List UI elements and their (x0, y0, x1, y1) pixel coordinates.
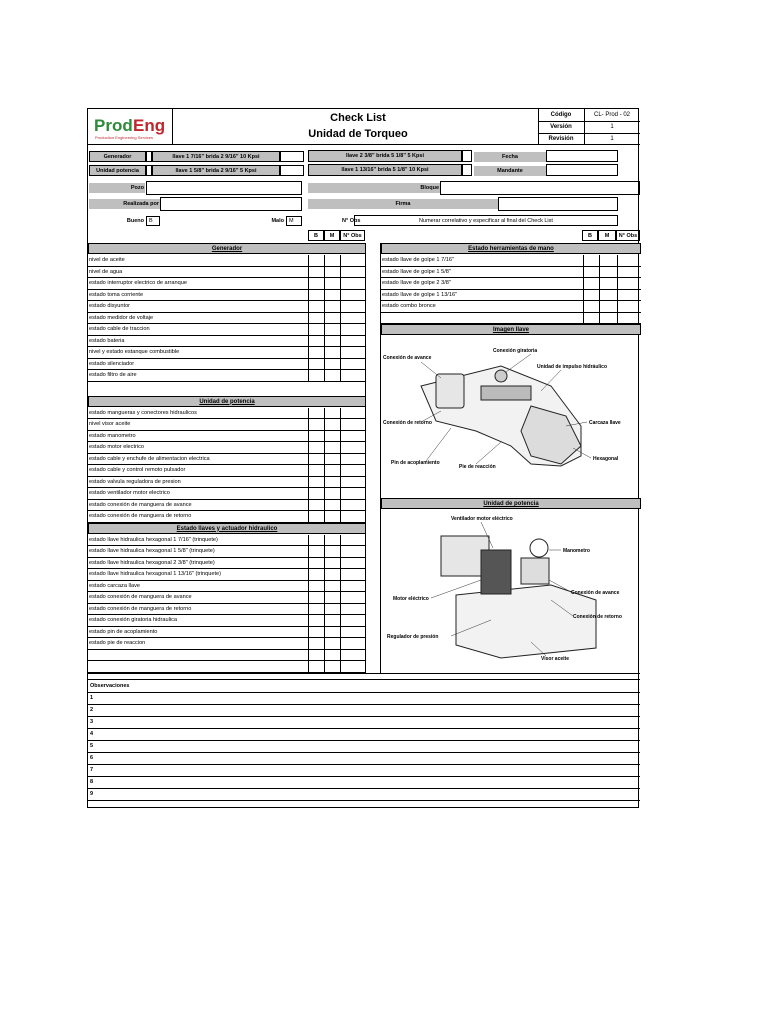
llaves-cell-b[interactable] (308, 535, 324, 546)
llaves-row (88, 592, 366, 604)
herramientas-cell-m[interactable] (599, 290, 617, 301)
generador-row (88, 359, 366, 371)
generador-row (88, 313, 366, 325)
generador-cell-b[interactable] (308, 347, 324, 358)
observacion-row[interactable]: 5 (88, 741, 640, 753)
llaves-cell-nobs[interactable] (340, 650, 366, 661)
unidad-cell-m[interactable] (324, 408, 340, 419)
generador-row (88, 324, 366, 336)
electric-motor (481, 550, 511, 594)
unidad-cell-b[interactable] (308, 511, 324, 522)
revision-value: 1 (610, 136, 614, 142)
herramientas-row (381, 267, 641, 279)
bueno-value: B (146, 216, 160, 226)
pozo-input[interactable] (146, 181, 302, 195)
llaves-cell-b[interactable] (308, 627, 324, 638)
llaves-cell-nobs[interactable] (340, 627, 366, 638)
llaves-row (88, 627, 366, 639)
unidad-cell-nobs[interactable] (340, 442, 366, 453)
llaves-cell-m[interactable] (324, 592, 340, 603)
generador-cell-b[interactable] (308, 359, 324, 370)
unidad-item-label: estado mangueras y conectores hidraulicos (89, 409, 197, 416)
firma-label: Firma (308, 199, 498, 209)
llaves-cell-nobs[interactable] (340, 615, 366, 626)
generador-cell-b[interactable] (308, 370, 324, 381)
llaves-cell-b[interactable] (308, 546, 324, 557)
wrench-diagram (381, 336, 641, 494)
unidad-row (88, 465, 366, 477)
codigo-label: Código (550, 112, 572, 118)
version-label: Versión (550, 124, 572, 130)
llaves-cell-nobs[interactable] (340, 604, 366, 615)
llaves-cell-m[interactable] (324, 558, 340, 569)
generador-cell-nobs[interactable] (340, 359, 366, 370)
label-unidad-impulso: Unidad de impulso hidráulico (537, 364, 608, 370)
llaves-row (88, 638, 366, 650)
unidad-row (88, 488, 366, 500)
generador-item-label: estado cable de traccion (89, 326, 150, 332)
unidad-item-label: estado valvula reguladora de presion (89, 478, 181, 485)
observacion-row[interactable]: 3 (88, 717, 640, 729)
generador-cell-nobs[interactable] (340, 336, 366, 347)
generador-row (88, 336, 366, 348)
llaves-item-label: estado llave hidraulica hexagonal 1 5/8" (trinquete) (89, 548, 215, 554)
generador-cell-b[interactable] (308, 313, 324, 324)
observacion-row[interactable]: 6 (88, 753, 640, 765)
generador-row (88, 255, 366, 267)
llaves-cell-m[interactable] (324, 546, 340, 557)
llaves-cell-nobs[interactable] (340, 661, 366, 672)
llaves-cell-b[interactable] (308, 569, 324, 580)
unidad-item-label: estado cable y control remoto pulsador (89, 467, 186, 473)
unidad-cell-b[interactable] (308, 442, 324, 453)
manometer-gauge (530, 539, 548, 557)
unidad-item-label: estado conexión de manguera de avance (89, 501, 192, 508)
llaves-row (88, 604, 366, 616)
unidad-cell-b[interactable] (308, 465, 324, 476)
section-unidad-potencia-imagen: Unidad de potencia (381, 498, 641, 509)
label-manometro: Manometro (563, 548, 590, 554)
herramientas-cell-b[interactable] (583, 290, 599, 301)
unidad-cell-nobs[interactable] (340, 408, 366, 419)
unidad-row (88, 408, 366, 420)
col-nobs-left: N° Obs (340, 230, 365, 241)
unidad-item-label: estado conexión de manguera de retorno (89, 513, 192, 519)
generador-cell-nobs[interactable] (340, 255, 366, 266)
llaves-item-label: estado llave hidraulica hexagonal 1 13/16" (trinquete) (89, 571, 221, 577)
label-visor: Visor aceite (541, 656, 569, 662)
bloque-label: Bloque (308, 183, 440, 193)
herramientas-row (381, 313, 641, 325)
svg-text:Prod: Prod (94, 116, 133, 135)
llaves-item-label: estado llave hidraulica hexagonal 1 7/16" (trinquete) (89, 536, 218, 543)
generador-row (88, 290, 366, 302)
herramientas-row (381, 255, 641, 267)
section-unidad-potencia: Unidad de potencia (88, 396, 366, 407)
generador-item-label: nivel de agua (89, 268, 123, 275)
herramientas-item-label: estado llave de golpe 1 5/8" (382, 268, 451, 275)
fecha-input[interactable] (546, 150, 618, 162)
unidad-cell-nobs[interactable] (340, 454, 366, 465)
unidad-item-label: estado ventilador motor electrico (89, 490, 170, 496)
unidad-row (88, 454, 366, 466)
llave4-check[interactable] (462, 164, 472, 176)
unidad-cell-m[interactable] (324, 442, 340, 453)
unidad-cell-m[interactable] (324, 511, 340, 522)
unidad-item-label: estado cable y enchufe de alimentacion electrica (89, 455, 210, 462)
unidad-cell-nobs[interactable] (340, 511, 366, 522)
herramientas-cell-nobs[interactable] (617, 301, 641, 312)
observacion-row[interactable]: 4 (88, 729, 640, 741)
prodeng-logo (92, 113, 170, 145)
col-b-right: B (582, 230, 598, 241)
herramientas-cell-b[interactable] (583, 301, 599, 312)
mandante-label: Mandante (474, 166, 546, 176)
llaves-cell-nobs[interactable] (340, 581, 366, 592)
llaves-row (88, 615, 366, 627)
generador-cell-m[interactable] (324, 290, 340, 301)
unidad-row (88, 477, 366, 489)
generador-item-label: estado interruptor electrico de arranque (89, 280, 187, 286)
llaves-item-label: estado carcaza llave (89, 582, 140, 589)
realizada-por-input[interactable] (160, 197, 302, 211)
observacion-row[interactable]: 8 (88, 777, 640, 789)
label-carcaza-llave: Carcaza llave (589, 420, 621, 426)
generador-item-label: estado medidor de voltaje (89, 314, 154, 321)
llaves-item-label: estado pie de reaccion (89, 640, 146, 646)
llaves-row (88, 569, 366, 581)
llaves-item-label: estado llave hidraulica hexagonal 2 3/8" (trinquete) (89, 559, 215, 566)
llave3-label: llave 2 3/8" brida 5 1/8" 5 Kpsi (308, 150, 462, 162)
section-llaves: Estado llaves y actuador hidraulico (88, 523, 366, 534)
generador-cell-nobs[interactable] (340, 347, 366, 358)
llaves-cell-b[interactable] (308, 615, 324, 626)
generador-cell-b[interactable] (308, 255, 324, 266)
herramientas-item-label: estado combo bronce (382, 303, 436, 309)
observacion-row[interactable]: 7 (88, 765, 640, 777)
llave4-label: llave 1 13/16" brida 5 1/8" 10 Kpsi (308, 164, 462, 176)
unidad-cell-m[interactable] (324, 431, 340, 442)
llaves-cell-m[interactable] (324, 535, 340, 546)
realizada-por-label: Realizada por (89, 199, 160, 209)
llave3-check[interactable] (462, 150, 472, 162)
herramientas-cell-m[interactable] (599, 301, 617, 312)
mandante-input[interactable] (546, 164, 618, 176)
label-hexagonal: Hexagonal (593, 456, 619, 462)
generador-item-label: estado disyuntor (89, 303, 131, 309)
unidad-cell-m[interactable] (324, 477, 340, 488)
observacion-row[interactable]: 1 (88, 693, 640, 705)
llaves-cell-nobs[interactable] (340, 638, 366, 649)
llave1-check[interactable] (280, 151, 304, 162)
unidad-cell-b[interactable] (308, 431, 324, 442)
nobs-label: N° Obs (342, 218, 361, 224)
unidad-cell-b[interactable] (308, 477, 324, 488)
title-unidad-torqueo: Unidad de Torqueo (308, 128, 408, 140)
generador-row (88, 278, 366, 290)
unidad-cell-nobs[interactable] (340, 431, 366, 442)
unidad-cell-m[interactable] (324, 419, 340, 430)
herramientas-cell-nobs[interactable] (617, 255, 641, 266)
herramientas-cell-m[interactable] (599, 255, 617, 266)
llaves-row (88, 558, 366, 570)
right-checklist (380, 243, 640, 673)
herramientas-row (381, 278, 641, 290)
herramientas-cell-nobs[interactable] (617, 278, 641, 289)
col-m-left: M (324, 230, 340, 241)
generador-cell-m[interactable] (324, 370, 340, 381)
unidad-cell-b[interactable] (308, 488, 324, 499)
llaves-cell-nobs[interactable] (340, 558, 366, 569)
label-pin-acoplamiento: Pin de acoplamiento (391, 460, 440, 466)
malo-label: Malo (271, 218, 284, 224)
llaves-cell-m[interactable] (324, 650, 340, 661)
unidad-cell-m[interactable] (324, 465, 340, 476)
generador-cell-b[interactable] (308, 301, 324, 312)
llaves-cell-b[interactable] (308, 650, 324, 661)
valve-block (521, 558, 549, 584)
llaves-item-label: estado conexión de manguera de retorno (89, 605, 192, 612)
generador-row (88, 267, 366, 279)
observaciones-section (88, 681, 640, 809)
herramientas-cell-nobs[interactable] (617, 313, 641, 324)
llaves-cell-m[interactable] (324, 627, 340, 638)
left-checklist (88, 243, 366, 673)
generador-cell-m[interactable] (324, 359, 340, 370)
llave1-label: llave 1 7/16" brida 2 9/16" 10 Kpsi (152, 151, 280, 162)
checklist-sheet (87, 108, 639, 808)
svg-text:Production Engineering Service: Production Engineering Services (95, 135, 154, 140)
codigo-value: CL- Prod - 02 (593, 112, 630, 118)
generador-cell-nobs[interactable] (340, 301, 366, 312)
herramientas-item-label: estado llave de golpe 1 7/16" (382, 257, 454, 263)
generador-cell-m[interactable] (324, 267, 340, 278)
unidad-cell-b[interactable] (308, 419, 324, 430)
label-pie-reaccion: Pie de reacción (459, 464, 496, 470)
generador-cell-m[interactable] (324, 278, 340, 289)
label-conexion-retorno: Conexión de retorno (383, 420, 432, 426)
malo-value: M (286, 216, 302, 226)
unidad-row (88, 500, 366, 512)
llaves-cell-nobs[interactable] (340, 535, 366, 546)
llaves-row (88, 546, 366, 558)
unidad-cell-nobs[interactable] (340, 488, 366, 499)
generador-item-label: estado silenciador (89, 360, 135, 367)
llaves-item-label: estado pin de acoplamiento (89, 628, 158, 635)
label-conexion-avance: Conexión de avance (383, 355, 432, 361)
leader-line (506, 354, 531, 372)
fecha-label: Fecha (474, 152, 546, 162)
label-avance: Conexión de avance (571, 590, 620, 596)
generador-cell-nobs[interactable] (340, 324, 366, 335)
label-conexion-giratoria: Conexión giratoria (493, 348, 538, 354)
generador-item-label: estado filtro de aire (89, 372, 137, 378)
svg-text:Eng: Eng (133, 116, 166, 135)
revision-label: Revisión (548, 136, 574, 142)
generador-cell-nobs[interactable] (340, 290, 366, 301)
generador-cell-b[interactable] (308, 324, 324, 335)
version-value: 1 (610, 124, 614, 130)
llaves-cell-m[interactable] (324, 604, 340, 615)
generador-cell-b[interactable] (308, 290, 324, 301)
herramientas-cell-m[interactable] (599, 278, 617, 289)
herramientas-cell-b[interactable] (583, 313, 599, 324)
generador-cell-m[interactable] (324, 336, 340, 347)
llaves-cell-m[interactable] (324, 581, 340, 592)
generador-cell-nobs[interactable] (340, 370, 366, 381)
label-ventilador: Ventilador motor eléctrico (451, 516, 513, 522)
herramientas-cell-m[interactable] (599, 313, 617, 324)
llaves-cell-b[interactable] (308, 592, 324, 603)
unidad-cell-b[interactable] (308, 500, 324, 511)
unidad-row (88, 442, 366, 454)
generador-cell-nobs[interactable] (340, 267, 366, 278)
unidad-item-label: estado manometro (89, 432, 136, 439)
llaves-cell-b[interactable] (308, 581, 324, 592)
herramientas-item-label: estado llave de golpe 1 13/16" (382, 291, 458, 298)
generador-cell-m[interactable] (324, 313, 340, 324)
herramientas-cell-b[interactable] (583, 255, 599, 266)
unidad-cell-nobs[interactable] (340, 419, 366, 430)
observacion-row[interactable]: 2 (88, 705, 640, 717)
unidad-item-label: nivel visor aceite (89, 421, 131, 427)
pozo-label: Pozo (89, 183, 145, 193)
label-motor: Motor eléctrico (393, 596, 429, 602)
leader-line (421, 362, 441, 378)
unidad-cell-b[interactable] (308, 454, 324, 465)
herramientas-cell-b[interactable] (583, 278, 599, 289)
llaves-cell-nobs[interactable] (340, 569, 366, 580)
herramientas-row (381, 290, 641, 302)
section-imagen-llave: Imagen llave (381, 324, 641, 335)
llaves-row (88, 661, 366, 673)
unidad-cell-m[interactable] (324, 500, 340, 511)
unidad-row (88, 431, 366, 443)
generador-cell-nobs[interactable] (340, 278, 366, 289)
herramientas-cell-nobs[interactable] (617, 290, 641, 301)
unidad-cell-m[interactable] (324, 488, 340, 499)
llaves-row (88, 650, 366, 662)
reaction-arm (481, 386, 531, 400)
unidad-row (88, 511, 366, 523)
section-generador: Generador (88, 243, 366, 254)
generador-label: Generador (89, 151, 146, 162)
title-check-list: Check List (330, 112, 386, 124)
llaves-cell-m[interactable] (324, 638, 340, 649)
generador-cell-nobs[interactable] (340, 313, 366, 324)
generador-item-label: estado bateria (89, 337, 125, 344)
generador-cell-m[interactable] (324, 324, 340, 335)
unidad-cell-m[interactable] (324, 454, 340, 465)
observacion-row[interactable]: 9 (88, 789, 640, 801)
power-unit-diagram (381, 510, 641, 668)
generador-cell-b[interactable] (308, 267, 324, 278)
generador-row (88, 347, 366, 359)
herramientas-row (381, 301, 641, 313)
col-b-left: B (308, 230, 324, 241)
col-nobs-right: N° Obs (616, 230, 640, 241)
generador-item-label: estado toma corriente (89, 291, 144, 298)
llave2-check[interactable] (280, 165, 304, 176)
generador-cell-m[interactable] (324, 255, 340, 266)
herramientas-cell-m[interactable] (599, 267, 617, 278)
llaves-cell-b[interactable] (308, 638, 324, 649)
herramientas-cell-nobs[interactable] (617, 267, 641, 278)
bloque-input[interactable] (440, 181, 640, 195)
bueno-label: Bueno (126, 218, 144, 224)
llaves-cell-b[interactable] (308, 558, 324, 569)
unidad-potencia-label: Unidad potencia (89, 165, 146, 176)
generador-cell-m[interactable] (324, 301, 340, 312)
llaves-item-label: estado conexión giratoria hidraulica (89, 617, 178, 623)
generador-item-label: nivel y estado estanque combustible (89, 349, 180, 355)
llaves-row (88, 535, 366, 547)
herramientas-item-label: estado llave de golpe 2 3/8" (382, 280, 451, 286)
generador-row (88, 370, 366, 382)
generador-item-label: nivel de aceite (89, 257, 125, 263)
llaves-row (88, 581, 366, 593)
unidad-cell-nobs[interactable] (340, 477, 366, 488)
generador-cell-b[interactable] (308, 278, 324, 289)
llave2-label: llave 1 5/8" brida 2 9/16" 5 Kpsi (152, 165, 280, 176)
generador-cell-m[interactable] (324, 347, 340, 358)
llaves-cell-m[interactable] (324, 615, 340, 626)
hydraulic-cylinder (436, 374, 464, 408)
generador-row (88, 301, 366, 313)
unidad-item-label: estado motor electrico (89, 444, 145, 450)
observaciones-title: Observaciones (88, 681, 640, 693)
generador-cell-b[interactable] (308, 336, 324, 347)
label-retorno: Conexión de retorno (573, 614, 622, 620)
leader-line (426, 428, 451, 461)
leader-line (476, 442, 501, 464)
firma-input[interactable] (498, 197, 618, 211)
nobs-note: Numerar correlativo y especificar al final del Check List (354, 215, 618, 226)
llaves-cell-nobs[interactable] (340, 546, 366, 557)
swivel-connection (495, 370, 507, 382)
llaves-item-label: estado conexión de manguera de avance (89, 594, 192, 600)
unidad-cell-b[interactable] (308, 408, 324, 419)
unidad-cell-nobs[interactable] (340, 500, 366, 511)
col-m-right: M (598, 230, 616, 241)
llaves-cell-m[interactable] (324, 661, 340, 672)
llaves-cell-m[interactable] (324, 569, 340, 580)
unidad-cell-nobs[interactable] (340, 465, 366, 476)
label-regulador: Regulador de presión (387, 634, 439, 640)
llaves-cell-nobs[interactable] (340, 592, 366, 603)
llaves-cell-b[interactable] (308, 604, 324, 615)
section-herramientas: Estado herramientas de mano (381, 243, 641, 254)
herramientas-cell-b[interactable] (583, 267, 599, 278)
unidad-row (88, 419, 366, 431)
llaves-cell-b[interactable] (308, 661, 324, 672)
